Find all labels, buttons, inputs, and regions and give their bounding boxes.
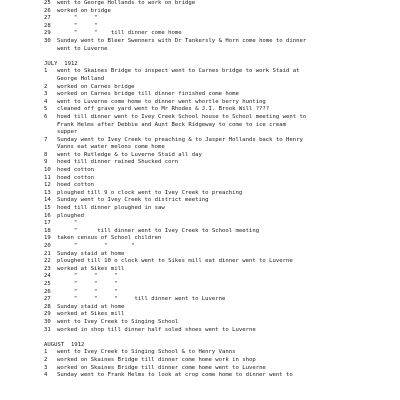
entry-day-number: 4 [44,98,48,105]
diary-entry [44,114,396,122]
entry-day-number: 30 [44,318,51,325]
diary-section-june [44,0,396,53]
diary-entry [44,76,396,84]
entry-text: cleaned off grave yard went to Mr Rhodes & J.I. Brook Will ???? [57,106,270,113]
entry-day-number: 1 [44,349,48,356]
month-heading-august: AUGUST 1912 [44,341,85,348]
entry-day-number: 5 [44,106,48,113]
entry-day-number: 9 [44,159,48,166]
entry-text: " " " till dinner went to Luverne [57,296,226,303]
diary-entry [44,182,396,190]
diary-entry [44,0,396,8]
diary-entry [44,23,396,31]
entry-day-number: 11 [44,174,51,181]
entry-text: worked in shop till dinner half soled shoes went to Luverne [57,326,256,333]
entry-day-number: 30 [44,37,51,44]
diary-section-july [44,68,396,334]
diary-entry [44,327,396,335]
entry-day-number [44,46,57,54]
entry-day-number: 29 [44,311,51,318]
diary-section-august [44,349,396,379]
diary-entry [44,372,396,380]
entry-text: ploughed till 10 o clock went to Sikes mill eat dinner went to Luverne [57,258,293,265]
diary-entry [44,213,396,221]
entry-text: " [57,220,78,227]
diary-entry [44,159,396,167]
diary-entry [44,167,396,175]
entry-text: went to Ivey Creek to Singing School [57,318,179,325]
entry-text: " " " [57,273,118,280]
entry-day-number [44,144,57,152]
entry-day-number: 16 [44,212,51,219]
diary-entry [44,30,396,38]
entry-text: worked on Skaines Bridge till dinner come home went to Luverne [57,364,266,371]
entry-day-number: 3 [44,91,48,98]
entry-text: Sunday staid at home [57,303,125,310]
entry-text: " " " [57,243,135,249]
entry-text: George Holland [57,75,105,82]
entry-day-number: 7 [44,136,48,143]
entry-text: hoed cotton [57,174,95,181]
diary-entry [44,243,396,251]
entry-day-number: 26 [44,288,51,295]
entry-text: " till dinner went to Ivey Creek to School meeting [57,227,260,234]
diary-entry [44,273,396,281]
entry-day-number [44,122,57,130]
diary-entry [44,228,396,236]
entry-day-number: 19 [44,235,51,242]
entry-text: Frank Helms after Debbie and Aunt Beck Ridgeway to come to ice cream [57,121,287,128]
entry-text: ploughed till 9 o clock went to Ivey Creek to preaching [57,189,243,196]
diary-entry [44,175,396,183]
entry-text: taken census of School children [57,235,162,242]
entry-text: hoed cotton [57,167,95,174]
entry-text: worked on bridge [57,7,111,14]
entry-text: went to Ivey Creek to Singing School & to Henry Vanns [57,349,236,356]
entry-day-number: 10 [44,167,51,174]
diary-entry [44,190,396,198]
entry-day-number: 24 [44,273,51,280]
entry-day-number: 20 [44,243,51,249]
diary-entry [44,8,396,16]
entry-day-number: 12 [44,182,51,189]
diary-entry [44,84,396,92]
entry-day-number: 27 [44,296,51,303]
entry-day-number: 2 [44,83,48,90]
entry-day-number: 2 [44,356,48,363]
entry-day-number: 17 [44,220,51,227]
entry-text: went to George Hollands to work on bridge [57,0,196,6]
entry-text: hoed till dinner rained Shucked corn [57,159,179,166]
diary-entry [44,289,396,297]
diary-entry [44,365,396,373]
diary-entry [44,137,396,145]
diary-entry [44,106,396,114]
diary-entry [44,91,396,99]
diary-entry [44,99,396,107]
entry-day-number: 28 [44,22,51,29]
entry-text: worked at Sikes mill [57,311,125,318]
diary-entry [44,122,396,130]
diary-entry [44,152,396,160]
entry-day-number: 14 [44,197,51,204]
diary-transcript [44,0,396,380]
entry-text: worked at Sikes mill [57,265,125,272]
entry-day-number: 28 [44,303,51,310]
entry-day-number: 25 [44,280,51,287]
entry-text: supper [57,129,78,136]
entry-day-number: 31 [44,326,51,333]
diary-entry [44,235,396,243]
diary-entry [44,205,396,213]
entry-text: " " " [57,288,118,295]
entry-day-number: 13 [44,189,51,196]
entry-text: went to Luverne come home to dinner went whortle berry hunting [57,98,266,105]
diary-entry [44,349,396,357]
diary-entry [44,15,396,23]
diary-entry [44,129,396,137]
entry-text: Vanns eat water melons come home [57,144,165,151]
diary-entry [44,197,396,205]
entry-day-number: 18 [44,227,51,234]
diary-entry [44,46,396,54]
entry-text: worked on Skaines Bridge till dinner come home work in shop [57,356,256,363]
diary-entry [44,38,396,46]
entry-text: " " [57,22,98,29]
diary-entry [44,266,396,274]
entry-day-number: 4 [44,372,48,379]
entry-text: Sunday went to Ivey Creek to district meeting [57,197,209,204]
diary-entry [44,319,396,327]
diary-entry [44,68,396,76]
diary-entry [44,220,396,228]
entry-day-number: 21 [44,250,51,257]
entry-day-number: 29 [44,30,51,37]
entry-text: Sunday went to Bleer Swenners with Dr Tankersly & Horn come home to dinner [57,37,307,44]
entry-day-number: 6 [44,113,48,120]
diary-entry [44,251,396,259]
diary-entry [44,311,396,319]
entry-text: hoed till dinner ploughed in saw [57,205,165,212]
entry-text: Sunday went to Frank Helms to look at crop come home to dinner went to [57,372,293,379]
entry-day-number: 26 [44,7,51,14]
month-heading-july: JULY 1912 [44,60,78,67]
entry-day-number: 15 [44,205,51,212]
entry-day-number: 25 [44,0,51,6]
entry-day-number: 1 [44,68,48,75]
entry-text: went to Luverne [57,45,108,52]
entry-text: Sunday went to Ivey Creek to preaching & to Jasper Hollands back to Henry [57,136,303,143]
entry-text: " " [57,15,98,22]
entry-day-number: 23 [44,265,51,272]
entry-text: hoed cotton [57,182,95,189]
entry-text: Sunday staid at home [57,250,125,257]
entry-day-number: 3 [44,364,48,371]
entry-text: worked on Carnes bridge till dinner finished come home [57,91,239,98]
entry-day-number: 22 [44,258,51,265]
entry-text: " " till dinner come home [57,30,182,37]
entry-text: ploughed [57,212,84,219]
entry-day-number: 8 [44,151,48,158]
diary-entry [44,144,396,152]
entry-day-number [44,129,57,137]
entry-text: hoed till dinner went to Ivey Creek School house to School meeting went to [57,113,307,120]
diary-entry [44,296,396,304]
entry-day-number: 27 [44,15,51,22]
diary-entry [44,258,396,266]
entry-text: " " " [57,280,118,287]
diary-entry [44,281,396,289]
entry-day-number [44,76,57,84]
diary-entry [44,357,396,365]
entry-text: worked on Carnes bridge [57,83,135,90]
entry-text: went to Skaines Bridge to inspect went to Carnes bridge to work Staid at [57,68,300,75]
entry-text: went to Rutledge & to Luverne Staid all day [57,151,202,158]
diary-entry [44,304,396,312]
